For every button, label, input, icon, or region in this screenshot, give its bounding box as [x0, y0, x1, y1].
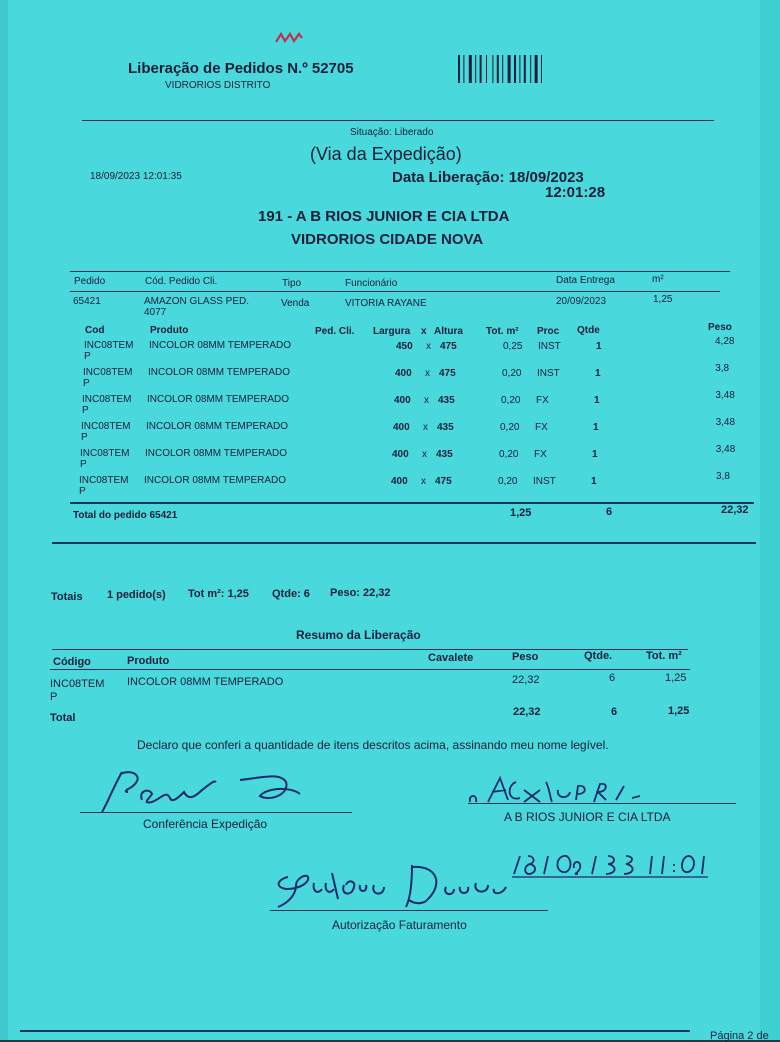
- barcode-bar: [530, 55, 531, 83]
- item-code-suffix: P: [80, 459, 87, 470]
- autorizacao-line: [270, 910, 548, 911]
- summary-total-label: Total: [50, 712, 76, 724]
- summary-col-qtde: Qtde.: [584, 650, 613, 662]
- col-m2: m²: [652, 274, 664, 285]
- item-process: INST: [537, 368, 560, 379]
- item-product: INCOLOR 08MM TEMPERADO: [148, 367, 291, 378]
- order-total-label: Total do pedido 65421: [73, 510, 178, 521]
- via-label: (Via da Expedição): [310, 144, 462, 164]
- item-product: INCOLOR 08MM TEMPERADO: [144, 475, 287, 486]
- item-product: INCOLOR 08MM TEMPERADO: [149, 340, 292, 351]
- handwritten-date: [508, 850, 713, 880]
- barcode-bar: [535, 55, 538, 83]
- item-width: 400: [393, 422, 410, 433]
- items-col-cod: Cod: [85, 325, 105, 336]
- barcode-bar: [502, 55, 503, 83]
- item-dimension-separator: x: [422, 449, 427, 460]
- release-time: 12:01:28: [545, 184, 606, 201]
- item-qty: 1: [593, 422, 599, 433]
- item-weight: 4,28: [715, 336, 735, 347]
- release-date: Data Liberação: 18/09/2023: [392, 169, 584, 186]
- summary-col-codigo: Código: [53, 656, 91, 668]
- company-name: VIDRORIOS DISTRITO: [165, 80, 271, 91]
- item-dimension-separator: x: [421, 476, 426, 487]
- item-code-suffix: P: [82, 405, 89, 416]
- footer-rule: [20, 1030, 690, 1032]
- employee-name: VITORIA RAYANE: [345, 298, 427, 309]
- page-title: Liberação de Pedidos N.º 52705: [128, 60, 354, 77]
- autorizacao-label: Autorização Faturamento: [332, 918, 467, 932]
- barcode-icon: [458, 55, 570, 85]
- summary-header-rule: [50, 669, 690, 670]
- item-m2: 0,25: [503, 341, 523, 352]
- item-code: INC08TEM: [81, 421, 131, 432]
- store-name: VIDRORIOS CIDADE NOVA: [291, 231, 484, 248]
- item-height: 435: [438, 395, 455, 406]
- item-qty: 1: [591, 476, 597, 487]
- item-weight: 3,48: [715, 390, 735, 401]
- summary-row-qtde: 6: [609, 672, 616, 684]
- item-weight: 3,48: [715, 417, 736, 428]
- item-code-suffix: P: [79, 486, 86, 497]
- item-code: INC08TEM: [80, 448, 130, 459]
- summary-total-qtde: 6: [611, 706, 618, 718]
- item-height: 435: [437, 422, 454, 433]
- item-code-suffix: P: [83, 378, 90, 389]
- item-width: 400: [395, 368, 412, 379]
- item-qty: 1: [592, 449, 598, 460]
- situation-text: Situação: Liberado: [350, 127, 434, 138]
- conferencia-signature: [90, 760, 330, 820]
- item-qty: 1: [595, 368, 601, 379]
- summary-row-tot-m2: 1,25: [665, 672, 687, 684]
- item-m2: 0,20: [502, 368, 522, 379]
- summary-row-peso: 22,32: [512, 674, 540, 686]
- item-dimension-separator: x: [426, 341, 431, 352]
- items-col-ped-cli: Ped. Cli.: [315, 326, 355, 337]
- col-pedido: Pedido: [74, 276, 106, 287]
- items-col-proc: Proc: [537, 326, 560, 337]
- order-number: 65421: [73, 296, 101, 307]
- item-code: INC08TEM: [84, 340, 134, 351]
- item-code: INC08TEM: [79, 475, 129, 486]
- item-weight: 3,8: [715, 363, 730, 374]
- item-weight: 3,48: [715, 444, 736, 455]
- col-data-entrega: Data Entrega: [556, 275, 615, 286]
- barcode-bar: [475, 55, 476, 83]
- summary-row-product: INCOLOR 08MM TEMPERADO: [127, 676, 284, 688]
- client-signature-line: [468, 803, 736, 804]
- item-process: FX: [534, 449, 547, 460]
- item-code: INC08TEM: [82, 394, 132, 405]
- items-col-peso: Peso: [708, 322, 732, 333]
- items-col-tot-m2: Tot. m²: [486, 326, 519, 337]
- barcode-bar: [492, 55, 493, 83]
- order-total-qtde: 6: [606, 506, 613, 518]
- summary-title: Resumo da Liberação: [296, 628, 421, 642]
- item-width: 450: [396, 341, 413, 352]
- autorizacao-signature: [262, 855, 522, 915]
- item-code-suffix: P: [81, 432, 88, 443]
- page-number: Página 2 de: [710, 1030, 769, 1042]
- paper-edge-left: [0, 0, 8, 1040]
- summary-col-produto: Produto: [127, 655, 170, 667]
- item-process: INST: [538, 341, 561, 352]
- barcode-bar: [541, 55, 542, 83]
- item-dimension-separator: x: [425, 368, 430, 379]
- items-col-altura: Altura: [434, 326, 463, 337]
- client-name: 191 - A B RIOS JUNIOR E CIA LTDA: [258, 208, 510, 225]
- order-total-rule: [70, 502, 754, 504]
- item-weight: 3,8: [716, 471, 730, 482]
- client-signature-label: A B RIOS JUNIOR E CIA LTDA: [504, 810, 671, 824]
- barcode-bar: [524, 55, 526, 83]
- item-dimension-separator: x: [423, 422, 428, 433]
- item-product: INCOLOR 08MM TEMPERADO: [147, 394, 290, 405]
- conferencia-label: Conferência Expedição: [143, 817, 268, 831]
- totals-m2: Tot m²: 1,25: [188, 588, 249, 600]
- item-m2: 0,20: [499, 449, 519, 460]
- summary-total-tot-m2: 1,25: [668, 705, 690, 717]
- item-height: 435: [436, 449, 453, 460]
- barcode-bar: [480, 55, 482, 83]
- barcode-bar: [486, 55, 487, 83]
- items-col-qtde: Qtde: [577, 325, 600, 336]
- summary-col-peso: Peso: [512, 651, 539, 663]
- barcode-bar: [497, 55, 499, 83]
- item-m2: 0,20: [501, 395, 521, 406]
- order-top-rule: [70, 271, 730, 272]
- item-width: 400: [394, 395, 411, 406]
- item-process: INST: [533, 476, 556, 487]
- item-width: 400: [391, 476, 408, 487]
- col-cod-pedido-cli: Cód. Pedido Cli.: [145, 276, 218, 287]
- printed-timestamp: 18/09/2023 12:01:35: [90, 171, 182, 182]
- order-type: Venda: [281, 298, 310, 309]
- paper-edge-right: [760, 0, 780, 1040]
- summary-col-tot-m2: Tot. m²: [646, 650, 682, 662]
- client-order-code-2: 4077: [144, 307, 167, 318]
- item-width: 400: [392, 449, 409, 460]
- item-qty: 1: [594, 395, 600, 406]
- item-product: INCOLOR 08MM TEMPERADO: [145, 448, 288, 459]
- item-m2: 0,20: [500, 422, 520, 433]
- item-m2: 0,20: [498, 476, 518, 487]
- order-total-m2: 1,25: [510, 507, 532, 519]
- item-code: INC08TEM: [83, 367, 133, 378]
- summary-total-peso: 22,32: [513, 706, 541, 718]
- order-m2: 1,25: [653, 294, 673, 305]
- summary-row-code-2: P: [50, 691, 58, 703]
- barcode-bar: [514, 55, 516, 83]
- totals-orders: 1 pedido(s): [107, 589, 166, 601]
- items-col-x: x: [421, 326, 427, 337]
- client-order-code-1: AMAZON GLASS PED.: [144, 296, 250, 307]
- conferencia-line: [80, 812, 352, 813]
- barcode-bar: [463, 55, 464, 83]
- item-code-suffix: P: [84, 351, 91, 362]
- totals-qtde: Qtde: 6: [272, 588, 310, 600]
- declaration-text: Declaro que conferi a quantidade de itens descritos acima, assinando meu nome legível.: [137, 738, 609, 752]
- item-process: FX: [536, 395, 549, 406]
- section-rule: [52, 542, 756, 544]
- barcode-bar: [458, 55, 460, 83]
- item-process: FX: [535, 422, 548, 433]
- barcode-bar: [469, 55, 472, 83]
- items-col-produto: Produto: [150, 325, 189, 336]
- col-tipo: Tipo: [282, 278, 302, 289]
- items-col-largura: Largura: [373, 326, 411, 337]
- logo-mark-icon: [274, 30, 304, 46]
- header-rule: [82, 120, 714, 121]
- summary-col-cavalete: Cavalete: [428, 652, 474, 664]
- delivery-date: 20/09/2023: [556, 296, 607, 307]
- totals-label: Totais: [51, 591, 83, 603]
- barcode-bar: [508, 55, 511, 83]
- item-dimension-separator: x: [424, 395, 429, 406]
- barcode-bar: [519, 55, 520, 83]
- order-header-rule: [70, 291, 720, 292]
- item-height: 475: [440, 341, 457, 352]
- summary-row-code-1: INC08TEM: [50, 678, 105, 690]
- order-total-peso: 22,32: [721, 504, 749, 516]
- item-product: INCOLOR 08MM TEMPERADO: [146, 421, 289, 432]
- item-qty: 1: [596, 341, 602, 352]
- item-height: 475: [439, 368, 456, 379]
- totals-peso: Peso: 22,32: [330, 587, 391, 599]
- item-height: 475: [435, 476, 452, 487]
- col-funcionario: Funcionário: [345, 278, 398, 289]
